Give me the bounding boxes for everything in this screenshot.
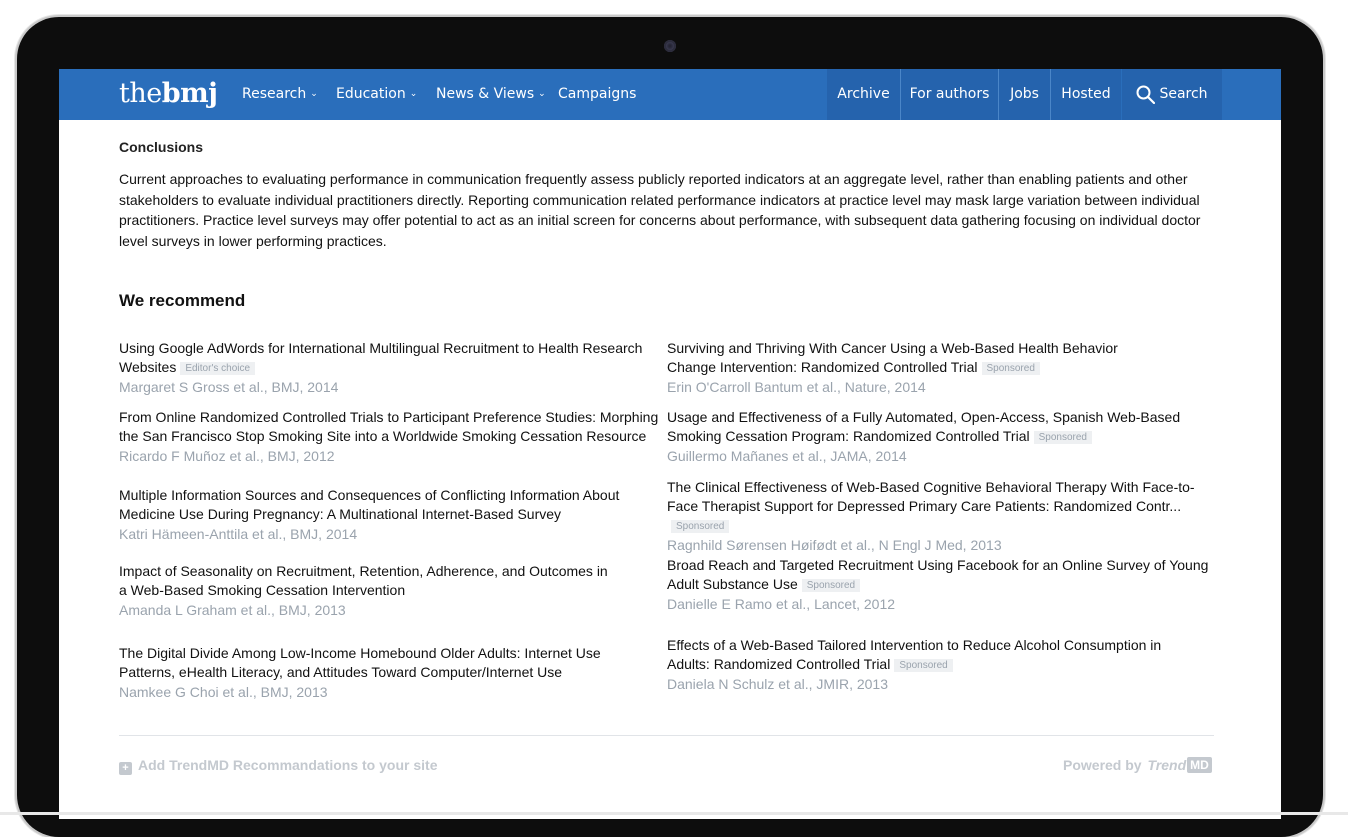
conclusions-heading: Conclusions [119, 139, 204, 155]
recommendation-meta: Amanda L Graham et al., BMJ, 2013 [119, 602, 346, 618]
recommendation-meta: Ricardo F Muñoz et al., BMJ, 2012 [119, 448, 335, 464]
recommendation-item [119, 486, 664, 544]
sponsored-badge: Sponsored [894, 659, 952, 672]
chevron-down-icon: ⌄ [538, 89, 546, 99]
sponsored-badge: Sponsored [1034, 431, 1092, 444]
recommendation-item [119, 562, 619, 620]
recommendation-title[interactable]: The Clinical Effectiveness of Web-Based Cognitive Behavioral Therapy With Face-to-Face Therapist Support for Depressed Primary Care Patients: Randomized Contr... [667, 479, 1195, 514]
recommendation-item [667, 556, 1222, 614]
recommendation-meta: Daniela N Schulz et al., JMIR, 2013 [667, 676, 888, 692]
browser-screen [59, 69, 1281, 819]
nav-campaigns[interactable]: Campaigns [558, 86, 637, 102]
recommendation-item [667, 408, 1187, 466]
bmj-logo[interactable]: thebmj [119, 78, 218, 109]
powered-by-trendmd[interactable]: Powered by Trend MD [1063, 757, 1212, 773]
nav-research[interactable]: Research ⌄ [242, 86, 318, 102]
site-header [59, 69, 1281, 120]
recommendation-meta: Katri Hämeen-Anttila et al., BMJ, 2014 [119, 526, 358, 542]
add-trendmd-link[interactable]: + Add TrendMD Recommandations to your site [119, 757, 437, 775]
recommendation-item [119, 408, 664, 466]
recommendation-title[interactable]: Usage and Effectiveness of a Fully Automated, Open-Access, Spanish Web-Based Smoking Cessation Program: Randomized Controlled Trial [667, 409, 1181, 444]
recommendation-title[interactable]: Effects of a Web-Based Tailored Intervention to Reduce Alcohol Consumption in Adults: Randomized Controlled Trial [667, 637, 1162, 672]
search-icon [1136, 85, 1155, 104]
sponsored-badge: Sponsored [982, 362, 1040, 375]
recommendation-meta: Danielle E Ramo et al., Lancet, 2012 [667, 596, 896, 612]
chevron-down-icon: ⌄ [310, 89, 318, 99]
recommendation-title[interactable]: From Online Randomized Controlled Trials to Participant Preference Studies: Morphing the San Francisco Stop Smoking Site into a Worldwide Smoking Cessation Resource [119, 409, 659, 444]
nav-hosted[interactable]: Hosted [1051, 69, 1121, 120]
chevron-down-icon: ⌄ [409, 89, 418, 99]
recommendation-item [119, 644, 659, 702]
nav-archive[interactable]: Archive [827, 69, 900, 120]
recommendation-title[interactable]: Using Google AdWords for International Multilingual Recruitment to Health Research Websites [119, 340, 643, 375]
nav-jobs[interactable]: Jobs [999, 69, 1050, 120]
recommendation-meta: Guillermo Mañanes et al., JAMA, 2014 [667, 448, 907, 464]
we-recommend-heading: We recommend [119, 291, 246, 310]
recommendation-item [667, 339, 1167, 397]
recommendation-meta: Erin O'Carroll Bantum et al., Nature, 2014 [667, 379, 926, 395]
sponsored-badge: Sponsored [671, 520, 729, 533]
nav-news-views[interactable]: News & Views ⌄ [436, 86, 546, 102]
conclusions-text: Current approaches to evaluating performance in communication frequently assess publicly reported indicators at an aggregate level, rather than enabling patients and other stakeholders to evaluate individual practitioners directly. Reporting communication related performance indicators at practice level may mask large variation between individual practitioners. Practice level surveys may offer potential to act as an initial screen for concerns about performance, with subsequent data gathering focusing on individual doctor level surveys in lower performing practices. [119, 171, 1201, 249]
nav-for-authors[interactable]: For authors [901, 69, 998, 120]
plus-icon: + [119, 762, 132, 775]
recommendation-title[interactable]: Surviving and Thriving With Cancer Using a Web-Based Health Behavior Change Intervention: Randomized Controlled Trial [667, 340, 1118, 375]
recommendation-title[interactable]: The Digital Divide Among Low-Income Homebound Older Adults: Internet Use Patterns, eHealth Literacy, and Attitudes Toward Computer/Internet Use [119, 645, 601, 680]
recommendation-meta: Ragnhild Sørensen Høifødt et al., N Engl J Med, 2013 [667, 537, 1002, 553]
sponsored-badge: Sponsored [802, 579, 860, 592]
recommendation-title[interactable]: Broad Reach and Targeted Recruitment Using Facebook for an Online Survey of Young Adult Substance Use [667, 557, 1209, 592]
footer-divider [119, 735, 1214, 736]
recommendation-title[interactable]: Multiple Information Sources and Consequences of Conflicting Information About Medicine Use During Pregnancy: A Multinational Internet-Based Survey [119, 487, 620, 522]
recommendation-item [667, 636, 1197, 694]
recommendation-item [119, 339, 659, 397]
recommendation-title[interactable]: Impact of Seasonality on Recruitment, Retention, Adherence, and Outcomes in a Web-Based Smoking Cessation Intervention [119, 563, 608, 598]
search-button[interactable]: Search [1122, 69, 1222, 120]
nav-education[interactable]: Education ⌄ [336, 86, 418, 102]
recommendation-item [667, 478, 1217, 555]
editors-choice-badge: Editor's choice [180, 362, 255, 375]
camera-icon [664, 40, 676, 52]
recommendation-meta: Margaret S Gross et al., BMJ, 2014 [119, 379, 339, 395]
recommendation-meta: Namkee G Choi et al., BMJ, 2013 [119, 684, 328, 700]
trendmd-logo-md: MD [1187, 757, 1212, 773]
trendmd-logo-trend: Trend [1147, 757, 1187, 773]
